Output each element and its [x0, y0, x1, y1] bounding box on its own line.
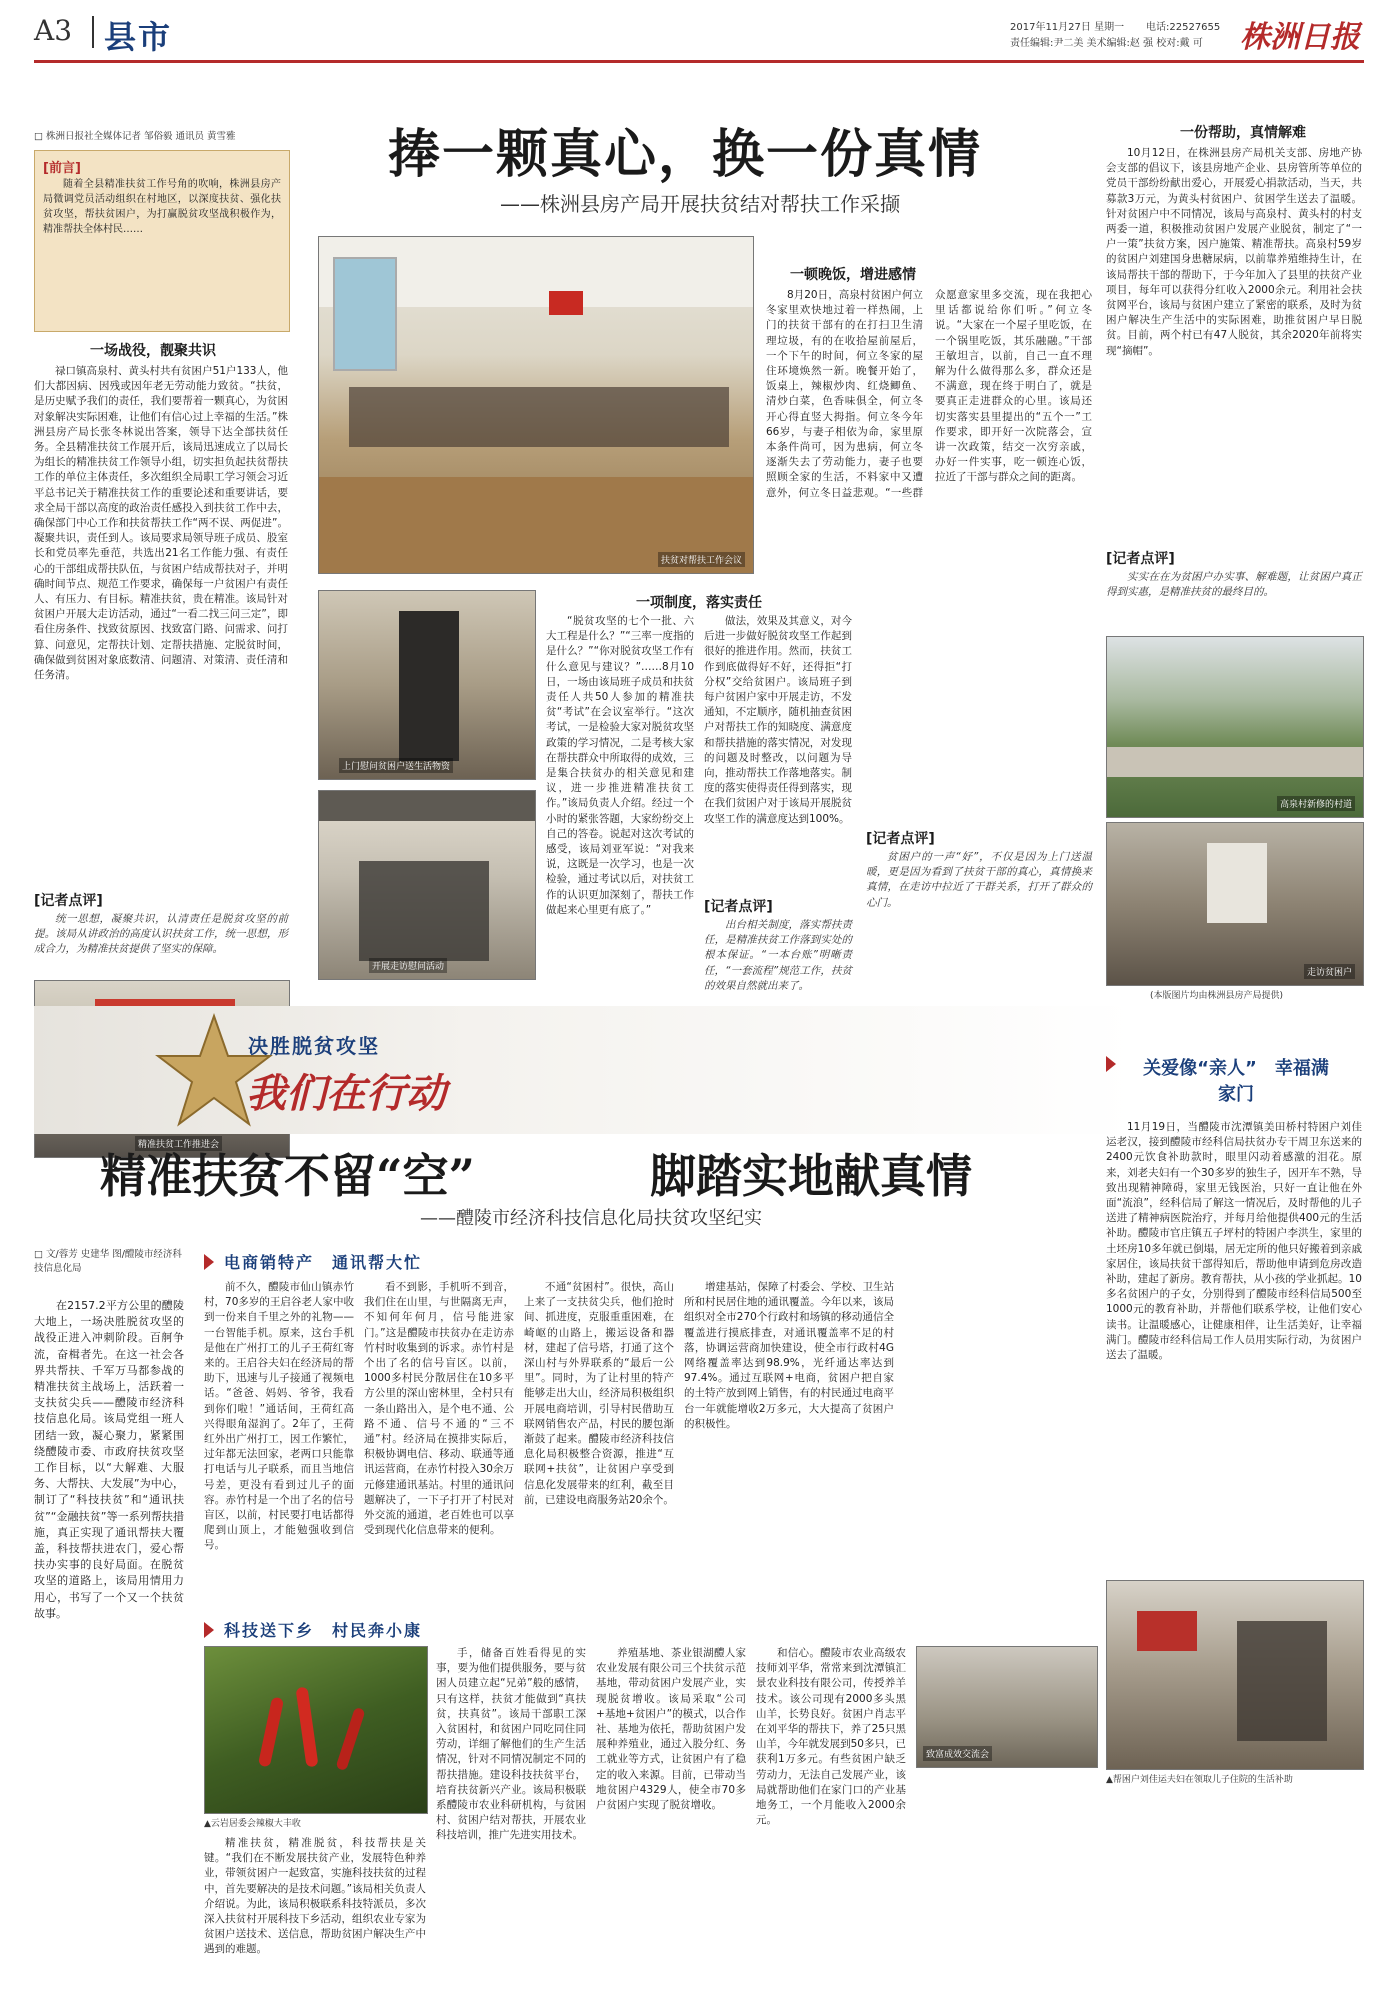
- story2-headline-b: 脚踏实地献真情: [650, 1149, 972, 1203]
- photo4-caption: 精准扶贫工作推进会: [135, 1136, 222, 1151]
- sec2-col3: 养殖基地、茶业银湖醴人家农业发展有限公司三个扶贫示范基地，带动贫困户发展产业，实现脱贫增收。该局采取“公司+基地+贫困户”的模式，以合作社、基地为依托，帮助贫困户发展种养殖业，通过入股分红、务工就业等方式，让贫困户有了稳定的收入来源。目前，已带动当地贫困户4329人，使全市70多户贫困户实现了脱贫增收。: [596, 1647, 746, 1812]
- editor-phone: 电话:22527655: [1146, 22, 1221, 33]
- series-banner: [34, 1006, 1134, 1134]
- story1-subhead: ——株洲县房产局开展扶贫结对帮扶工作采撷: [500, 192, 900, 216]
- col-c-cont: [866, 592, 1092, 828]
- preface-text: 随着全县精准扶贫工作号角的吹响，株洲县房产局微调党员活动组织在村地区，以深度扶贫、强化扶贫攻坚，帮扶贫困户，为打赢脱贫攻坚战积极作为，精准帮扶全体村民……: [43, 179, 281, 235]
- sub-a: 一场战役，靓聚共识: [90, 343, 216, 359]
- editors-line: 责任编辑:尹二美 美术编辑:赵 强 校对:戴 可: [1010, 38, 1203, 49]
- review-b-label: [记者点评]: [704, 899, 773, 915]
- sec2-col4: 和信心。醴陵市农业高级农技师刘平华，常常来到沈潭镇汇景农业科技有限公司，传授养羊技术。该公司现有2000多头黑山羊，长势良好。贫困户肖志平在刘平华的帮扶下，养了25只黑山羊，今年就发展到50多只，已获利1万多元。有些贫困户缺乏劳动力，无法自己发展产业，该局就帮助他们在家门口的产业基地务工，一个月能收入2000余元。: [756, 1647, 906, 1827]
- photo-outdoor-group: [318, 790, 536, 980]
- sec2-title: 科技送下乡 村民奔小康: [224, 1621, 423, 1640]
- masthead: [0, 0, 1393, 66]
- col-b1-text: “脱贫攻坚的七个一批、六大工程是什么？”“三率一度指的是什么？”“你对脱贫攻坚工作有什么意见与建议？”……8月10日，一场由该局班子成员和扶贫责任人共50人参加的精准扶贫“考试”在会议室举行。“这次考试，一是检验大家对脱贫攻坚政策的学习情况，二是考核大家在帮扶群众中所取得的成效，三是集合扶贫办的相关意见和建议，进一步推进精准扶贫工作。”该局负责人介绍。经过一个小时的紧张答题，大家纷纷交上自己的答卷。说起对这次考试的感受，该局刘亚军说：“对我来说，这既是一次学习，也是一次检验，通过考试以后，对扶贫工作的认识更加深刻了，帮扶工作做起来心里更有底了。”: [546, 615, 694, 916]
- preface-label: [前言]: [43, 161, 81, 176]
- photo-visit-home: [1106, 822, 1364, 986]
- photo3-caption: 开展走访慰问活动: [369, 958, 447, 973]
- photo2-caption: 上门慰问贫困户送生活物资: [339, 758, 453, 773]
- photo-subsidy: [1106, 1580, 1364, 1770]
- sec3-header: [1106, 1056, 1362, 1116]
- review-d-text: 实实在在为贫困户办实事、解难题，让贫困户真正得到实惠，是精准扶贫的最终目的。: [1106, 571, 1362, 599]
- photo-door-visit: [318, 590, 536, 780]
- story1-headline: 捧一颗真心，换一份真情: [387, 124, 982, 185]
- masthead-rule: [34, 60, 1364, 63]
- photo8-caption: ▲云岩居委会辣椒大丰收: [204, 1819, 301, 1829]
- sec2-col2: 手，储备百姓看得见的实事，要为他们提供服务，要与贫困人员建立起“兄弟”般的感情，只有这样，扶贫才能做到“真扶贫，扶真贫”。该局干部职工深入贫困村，和贫困户同吃同住同劳动，详细了解他们的生产生活情况，针对不同情况制定不同的帮扶措施。建设科技扶贫平台，培育扶贫新兴产业。该局积极联系醴陵市农业科研机构，与贫困村、贫困户结对帮扶，开展农业科技培训，推广先进实用技术。: [436, 1647, 586, 1842]
- col-b2-text: 做法，效果及其意义，对今后进一步做好脱贫攻坚工作起到很好的推进作用。然而，扶贫工作到底做得好不好，还得拒“打分权”交给贫困户。该局班子到每户贫困户家中开展走访，不发通知，不定顺序，随机抽查贫困户对帮扶工作的知晓度、满意度和帮扶措施的落实情况，对发现的问题及时整改，以问题为导向，推动帮扶工作落地落实。制度的落实使得责任得到落实，现在我们贫困户对于该局开展脱贫攻坚工作的满意度达到100%。: [704, 615, 852, 825]
- paper-logo: 株洲日报: [1240, 20, 1360, 55]
- story2-lead: 在2157.2平方公里的醴陵大地上，一场决胜脱贫攻坚的战役正进入冲刺阶段。百舸争流，奋楫者先。在这一社会各界共帮扶、千军万马都参战的精准扶贫主战场上，活跃着一支扶贫尖兵——醴陵市经济科技信息化局。该局党组一班人团结一致，凝心聚力，紧紧围绕醴陵市委、市政府扶贫攻坚工作目标，以“大解难、大服务、大帮扶、大发展”为中心，制订了“科技扶贫”和“通讯扶贫”“金融扶贫”等一系列帮扶措施，真正实现了通讯帮扶大覆盖，科技帮扶进农门，爱心帮扶办实事的良好局面。在脱贫攻坚的道路上，该局用情用力用心，书写了一个又一个扶贫故事。: [34, 1299, 184, 1620]
- photo7-caption: ▲帮困户刘佳运夫妇在领取儿子住院的生活补助: [1106, 1775, 1293, 1785]
- photo1-caption: 扶贫对帮扶工作会议: [658, 552, 745, 567]
- sec1-col1: 前不久，醴陵市仙山镇赤竹村，70多岁的王启谷老人家中收到一份来自千里之外的礼物——一台智能手机。原来，这台手机是他在广州打工的儿子王荷红寄来的。王启谷夫妇在经济局的帮助下，迅速与儿子接通了视频电话。“爸爸、妈妈、爷爷，我看到你们啦！”通话间，王荷红高兴得眼角湿润了。2年了，王荷红外出广州打工，因工作繁忙，过年都无法回家，老两口只能靠打电话与儿子联系，而且当地信号差，更没有看到过儿子的面容。赤竹村是一个出了名的信号盲区，以前，村民要打电话都得爬到山顶上，才能勉强收到信号。: [204, 1281, 354, 1552]
- story1-byline: □ 株洲日报社全媒体记者 邹俗毅 通讯员 黄雪雅: [34, 131, 236, 142]
- page-code: A3: [34, 14, 73, 47]
- col-d-text: 10月12日，在株洲县房产局机关支部、房地产协会支部的倡议下，该县房地产企业、县房管所等单位的党员干部纷纷献出爱心，开展爱心捐款活动，当天，共募款3万元，为黄头村贫困户、贫困学生送去了温暖。针对贫困户中不同情况，该局与高泉村、黄头村的村支两委一道，积极推动贫困户发展产业脱贫，制定了“一户一策”扶贫方案，因户施策、精准帮扶。高泉村59岁的贫困户刘建国身患糖尿病，以前靠养殖维持生计，在该局帮扶干部的帮助下，于今年加入了县里的扶贫产业项目，每年可以获得分红收入2000余元。利用社会扶贫网平台，该局与贫困户建立了紧密的联系，及时为贫困户解决生产生活中的实际困难，助推贫困户早日脱贫。目前，两个村已有47人脱贫，其余2020年前将实现“摘帽”。: [1106, 147, 1362, 357]
- sec3-title: 关爱像“亲人” 幸福满家门: [1143, 1058, 1329, 1105]
- review-c-text: 贫困户的一声“好”，不仅是因为上门送温暖，更是因为看到了扶贫干部的真心，真情换来真情，在走访中拉近了干群关系，打开了群众的心门。: [866, 851, 1092, 909]
- review-c-label: [记者点评]: [866, 831, 935, 847]
- photo-exchange: [916, 1646, 1098, 1768]
- sub-b: 一项制度，落实责任: [636, 595, 762, 611]
- photo-main-meeting: [318, 236, 754, 574]
- sec1-col2: 看不到影，手机听不到音，我们住在山里，与世隔离无声，不知何年何月，信号能进家门。”这是醴陵市扶贫办在走访赤竹村时收集到的诉求。赤竹村是个出了名的信号盲区。以前，1000多村民分散居住在10多平方公里的深山密林里，全村只有一条山路出入，是个电不通、公路不通、信号不通的“三不通”村。经济局在摸排实际后，积极协调电信、移动、联通等通讯运营商，在赤竹村投入30余万元修建通讯基站。村里的通讯问题解决了，一下子打开了村民对外交流的通道，老百姓也可以享受到现代化信息带来的便利。: [364, 1281, 514, 1537]
- sec3-cont: [916, 1776, 1096, 1996]
- photo-chili: [204, 1646, 428, 1814]
- review-d-label: [记者点评]: [1106, 551, 1175, 567]
- story2-byline: □ 文/蓉芳 史建华 图/醴陵市经济科技信息化局: [34, 1249, 182, 1274]
- preface-box: [34, 150, 290, 332]
- series-tag: 决胜脱贫攻坚: [248, 1034, 380, 1058]
- sec1-col3: 不通“贫困村”。很快，高山上来了一支扶贫尖兵，他们抢时间、抓进度，克服重重困难，在崎岖的山路上，搬运设备和器材，建起了信号塔，打通了这个深山村与外界联系的“最后一公里”。同时，为了让村里的特产能够走出大山，经济局积极组织开展电商培训，引导村民借助互联网销售农产品，村民的腰包渐渐鼓了起来。醴陵市经济科技信息化局积极整合资源，推进“互联网+扶贫”，让贫困户享受到信息化发展带来的红利，截至目前，已建设电商服务站20余个。: [524, 1281, 674, 1506]
- photo5-caption: 高泉村新修的村道: [1277, 796, 1355, 811]
- photo-village-road: [1106, 636, 1364, 818]
- photo9-caption: 致富成效交流会: [923, 1746, 992, 1761]
- sec3-col: 11月19日，当醴陵市沈潭镇美田桥村特困户刘佳运老汉，接到醴陵市经科信局扶贫办专干周卫东送来的2400元饮食补助款时，眼里闪动着感激的泪花。原来，刘老夫妇有一个30多岁的独生子，因开车不熟，导致出现精神障碍，家里无钱医治，只好一直让他在外面“流浪”，经科信局了解这一情况后，及时帮他的儿子送进了精神病医院治疗，并每月给他提供400元的生活补助。醴陵市官庄镇五子坪村的特困户李洪生，家里的土坯房10多年就已倒塌，居无定所的他只好搬着到亲戚家居住，该局扶贫干部得知后，帮助他申请到危房改造补助，建起了新房。教育帮扶，从小孩的学业抓起。10多名贫困户的子女，分别得到了醴陵市经科信局500至1000元的教育补助，并帮他们联系学校，让他们安心读书。让温暖感心，让健康相伴，让生活美好，让幸福满门。醴陵市经科信局工作人员用实际行动，为贫困户送去了温暖。: [1106, 1121, 1362, 1362]
- masthead-divider: [92, 16, 94, 48]
- issue-date: 2017年11月27日 星期一: [1010, 22, 1125, 33]
- sub-d: 一份帮助，真情解难: [1180, 125, 1306, 141]
- sec1-title: 电商销特产 通讯帮大忙: [224, 1253, 423, 1272]
- sub-c: 一顿晚饭，增进感情: [790, 267, 916, 283]
- review-b-text: 出台相关制度，落实帮扶责任，是精准扶贫工作落到实处的根本保证。“一本台账”明晰责任，“一套流程”规范工作，扶贫的效果自然就出来了。: [704, 919, 852, 992]
- series-title: 我们在行动: [246, 1070, 446, 1117]
- story2-headline-a: 精准扶贫不留“空”: [100, 1149, 475, 1203]
- story2-subhead: ——醴陵市经济科技信息化局扶贫攻坚纪实: [420, 1208, 762, 1229]
- sec1-bar: [204, 1250, 422, 1273]
- sec1-col4: 增建基站，保障了村委会、学校、卫生站所和村民居住地的通讯覆盖。今年以来，该局组织对全市270个行政村和场镇的移动通信全覆盖进行摸底排查，对通讯覆盖率不足的村落，协调运营商加快建设，使全市行政村4G网络覆盖率达到98.9%，光纤通达率达到97.4%。通过互联网+电商，贫困户把自家的土特产放到网上销售，有的村民通过电商平台一年就能增收2万多元，大大提高了贫困户的积极性。: [684, 1281, 894, 1430]
- review-a-text: 统一思想，凝聚共识，认清责任是脱贫攻坚的前提。该局从讲政治的高度认识扶贫工作，统一思想，形成合力，为精准扶贫提供了坚实的保障。: [34, 913, 288, 956]
- sec2-col1: 精准扶贫，精准脱贫，科技帮扶是关键。“我们在不断发展扶贫产业，发展特色种养业，带领贫困户一起致富，实施科技扶贫的过程中，首先要解决的是技术问题。”该局相关负责人介绍说。为此，该局积极联系科技特派员，多次深入扶贫村开展科技下乡活动，组织农业专家为贫困户送技术、送信息，帮助贫困户解决生产中遇到的难题。: [204, 1837, 426, 1956]
- photo6-caption: 走访贫困户: [1304, 964, 1355, 979]
- section-name: 县市: [104, 18, 173, 56]
- photo-credit: (本版图片均由株洲县房产局提供): [1150, 991, 1284, 1001]
- sec2-bar: [204, 1618, 422, 1641]
- review-a-label: [记者点评]: [34, 893, 103, 909]
- col-a-text: 禄口镇高泉村、黄头村共有贫困户51户133人，他们大都因病、因残或因年老无劳动能力致贫。“扶贫，是历史赋予我们的责任，我们要帮着一颗真心，为贫困对象解决实际困难，让他们有信心过上幸福的生活。”株洲县房产局长张冬林说出答案，领导下达全部扶贫任务。全县精准扶贫工作展开后，该局迅速成立了以局长为组长的精准扶贫工作领导小组，切实担负起扶贫帮扶工作的单位主体责任，多次组织全局职工学习领会习近平总书记关于精准扶贫工作的重要论述和重要讲话，要求全局干部以高度的政治责任感投入到扶贫工作中去，确保部门中心工作和扶贫帮扶工作“两不误、两促进”。凝聚共识，责任到人。该局要求局领导班子成员、股室长和党员率先垂范，共选出21名工作能力强、有责任心的干部组成帮扶队伍，与贫困户结成帮扶对子，并明确时间节点、规范工作要求，确保每一户贫困户有责任人、有压力、有目标。精准扶贫，贵在精准。该局针对贫困户开展大走访活动，通过“一看二找三问三定”，即看住房条件、找致贫原因、找致富门路、问需求、问打算、问意见，定帮扶计划、定帮扶措施、定脱贫时间，确保做到贫困对象底数清、问题清、对策清、责任清和任务清。: [34, 365, 288, 682]
- col-c-text: 8月20日，高泉村贫困户何立冬家里欢快地过着一样热闹，上门的扶贫干部有的在打扫卫生清理垃圾，有的在收拾屋前屋后，一个下午的时间，何立冬家的屋住环境焕然一新。晚餐开始了，饭桌上，辣椒炒肉、红烧鲫鱼、清炒白菜，色香味俱全，何立冬开心得直竖大拇指。何立冬今年66岁，与妻子相依为命，家里原本条件尚可，因为患病，何立冬逐渐失去了劳动能力，妻子也要照顾全家的生活，不料家中又遭意外，何立冬日益悲观。“一些群众愿意家里多交流，现在我把心里话都说给你们听。”何立冬说。“大家在一个屋子里吃饭，在一个锅里吃饭，其乐融融。”干部王敏坦言，以前，自己一直不理解为什么做得那么多，群众还是不满意，现在终于明白了，就是要真正走进群众的心里。该局还切实落实县里提出的“五个一”工作要求，即开好一次院落会，宣讲一次政策，结交一次穷亲戚，办好一件实事，吃一顿连心饭，拉近了干部与群众之间的距离。: [766, 289, 1092, 499]
